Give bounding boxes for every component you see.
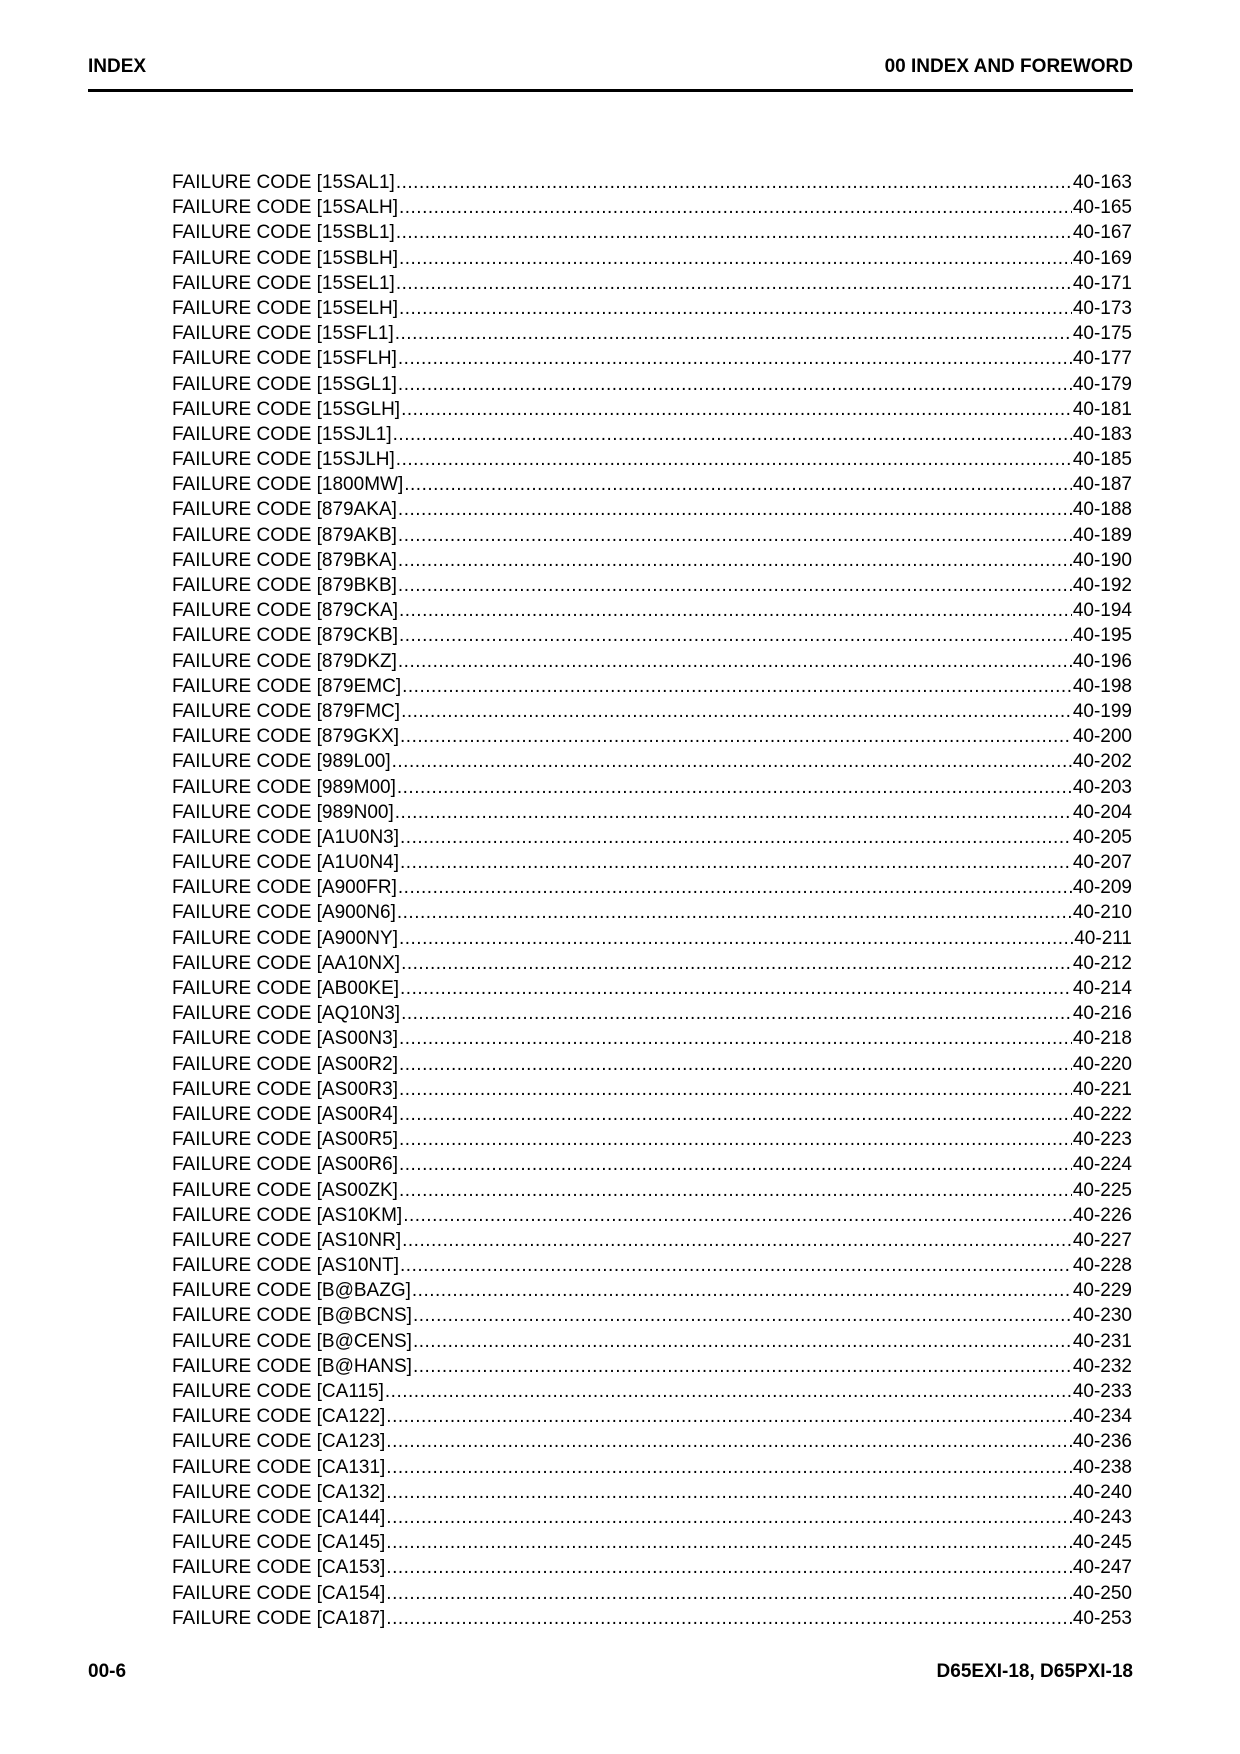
page-footer xyxy=(88,1661,1133,1687)
dot-leader xyxy=(386,1404,1072,1429)
dot-leader xyxy=(399,1152,1072,1177)
index-entry xyxy=(172,850,1132,875)
index-entry xyxy=(172,1026,1132,1051)
dot-leader xyxy=(395,800,1072,825)
index-entry-page: 40-229 xyxy=(1072,1280,1132,1302)
index-entry xyxy=(172,1253,1132,1278)
index-entry-label: FAILURE CODE [AS00ZK] xyxy=(172,1179,398,1201)
index-entry-label: FAILURE CODE [989L00] xyxy=(172,751,391,773)
index-entry-page: 40-250 xyxy=(1072,1582,1132,1604)
index-entry-page: 40-203 xyxy=(1072,776,1132,798)
index-entry xyxy=(172,875,1132,900)
index-entry-page: 40-192 xyxy=(1072,575,1132,596)
index-entry xyxy=(172,1178,1132,1203)
index-entry-page: 40-230 xyxy=(1072,1305,1132,1327)
index-entry xyxy=(172,220,1132,245)
dot-leader xyxy=(413,1354,1072,1379)
index-entry-page: 40-232 xyxy=(1072,1355,1132,1377)
index-entry xyxy=(172,699,1132,724)
dot-leader xyxy=(395,321,1072,346)
index-entry xyxy=(172,1102,1132,1127)
dot-leader xyxy=(385,1379,1072,1404)
index-entry-label: FAILURE CODE [AS00R5] xyxy=(172,1129,398,1151)
page-header xyxy=(88,56,1133,84)
header-chapter-title: 00 INDEX AND FOREWORD xyxy=(884,56,1133,77)
index-entry-page: 40-169 xyxy=(1072,247,1132,269)
dot-leader xyxy=(398,346,1072,371)
index-entry xyxy=(172,296,1132,321)
dot-leader xyxy=(401,951,1072,976)
header-section-title: INDEX xyxy=(88,56,147,77)
index-entry-page: 40-212 xyxy=(1072,952,1132,974)
index-entry xyxy=(172,523,1132,548)
dot-leader xyxy=(402,1228,1072,1253)
index-entry-label: FAILURE CODE [AS00R3] xyxy=(172,1078,398,1100)
dot-leader xyxy=(398,548,1072,573)
index-entry-label: FAILURE CODE [AA10NX] xyxy=(172,952,401,974)
index-entry xyxy=(172,1379,1132,1404)
index-entry-page: 40-236 xyxy=(1072,1431,1132,1453)
dot-leader xyxy=(399,926,1073,951)
index-entry-page: 40-194 xyxy=(1072,600,1132,622)
index-entry-label: FAILURE CODE [CA153] xyxy=(172,1557,386,1579)
dot-leader xyxy=(393,422,1072,447)
index-entry xyxy=(172,195,1132,220)
header-divider xyxy=(88,89,1133,92)
index-entry-label: FAILURE CODE [CA144] xyxy=(172,1506,386,1528)
index-entry-page: 40-243 xyxy=(1072,1506,1132,1528)
index-entry-page: 40-228 xyxy=(1072,1255,1132,1277)
index-entry-page: 40-226 xyxy=(1072,1204,1132,1226)
index-entry-label: FAILURE CODE [879DKZ] xyxy=(172,650,397,672)
dot-leader xyxy=(386,1555,1072,1580)
index-entry-page: 40-238 xyxy=(1072,1456,1132,1478)
index-entry xyxy=(172,246,1132,271)
dot-leader xyxy=(399,1026,1072,1051)
index-entry-page: 40-177 xyxy=(1072,348,1132,370)
index-entry xyxy=(172,1606,1132,1631)
dot-leader xyxy=(386,1530,1072,1555)
index-entry-label: FAILURE CODE [989M00] xyxy=(172,776,396,798)
index-entry-page: 40-190 xyxy=(1072,549,1132,571)
dot-leader xyxy=(398,523,1072,548)
dot-leader xyxy=(399,1077,1072,1102)
index-entry-label: FAILURE CODE [879FMC] xyxy=(172,700,401,722)
index-entry-page: 40-179 xyxy=(1072,373,1132,395)
index-entry-label: FAILURE CODE [B@BCNS] xyxy=(172,1305,412,1327)
index-entry xyxy=(172,623,1132,648)
index-entry-page: 40-224 xyxy=(1072,1154,1132,1176)
index-entry-page: 40-234 xyxy=(1072,1406,1132,1428)
index-entry xyxy=(172,598,1132,623)
index-entry-label: FAILURE CODE [879AKB] xyxy=(172,524,397,546)
index-entry xyxy=(172,1329,1132,1354)
index-entry xyxy=(172,1001,1132,1026)
dot-leader xyxy=(402,674,1072,699)
dot-leader xyxy=(398,649,1072,674)
dot-leader xyxy=(404,472,1072,497)
index-entry xyxy=(172,422,1132,447)
index-entry-label: FAILURE CODE [CA145] xyxy=(172,1532,386,1554)
index-entry-page: 40-247 xyxy=(1072,1557,1132,1579)
dot-leader xyxy=(398,875,1072,900)
index-entry xyxy=(172,749,1132,774)
index-entry-label: FAILURE CODE [AS00R6] xyxy=(172,1154,398,1176)
index-entry-label: FAILURE CODE [A900N6] xyxy=(172,902,396,924)
index-entry-label: FAILURE CODE [AB00KE] xyxy=(172,978,400,999)
index-entry-label: FAILURE CODE [15SAL1] xyxy=(172,172,395,193)
index-entry xyxy=(172,1530,1132,1555)
dot-leader xyxy=(399,598,1072,623)
dot-leader xyxy=(401,1001,1072,1026)
index-entry xyxy=(172,775,1132,800)
index-entry-label: FAILURE CODE [879AKA] xyxy=(172,499,397,521)
index-entry xyxy=(172,1077,1132,1102)
index-entry xyxy=(172,573,1132,598)
dot-leader xyxy=(399,296,1072,321)
index-entry-page: 40-210 xyxy=(1072,902,1132,924)
index-entry-label: FAILURE CODE [A1U0N4] xyxy=(172,852,400,874)
index-entry xyxy=(172,1505,1132,1530)
index-entry-page: 40-163 xyxy=(1072,172,1132,193)
index-entry-page: 40-202 xyxy=(1072,751,1132,773)
index-entry-label: FAILURE CODE [AQ10N3] xyxy=(172,1003,401,1025)
index-entry-label: FAILURE CODE [AS00R2] xyxy=(172,1053,398,1075)
dot-leader xyxy=(400,724,1072,749)
index-entry xyxy=(172,926,1132,951)
dot-leader xyxy=(396,170,1072,195)
index-entry-page: 40-240 xyxy=(1072,1481,1132,1503)
index-entry-page: 40-245 xyxy=(1072,1532,1132,1554)
index-entry-label: FAILURE CODE [15SBL1] xyxy=(172,222,395,244)
index-entry-page: 40-187 xyxy=(1072,474,1132,496)
dot-leader xyxy=(386,1480,1072,1505)
index-entry-page: 40-221 xyxy=(1072,1078,1132,1100)
index-entry xyxy=(172,1203,1132,1228)
index-entry-page: 40-171 xyxy=(1072,272,1132,294)
index-entry-page: 40-200 xyxy=(1072,726,1132,748)
dot-leader xyxy=(400,825,1072,850)
index-entry-page: 40-218 xyxy=(1072,1028,1132,1050)
index-entry-label: FAILURE CODE [A1U0N3] xyxy=(172,826,400,848)
index-entry-page: 40-189 xyxy=(1072,524,1132,546)
index-entry-label: FAILURE CODE [A900FR] xyxy=(172,877,397,899)
dot-leader xyxy=(413,1329,1072,1354)
index-entry-label: FAILURE CODE [AS00R4] xyxy=(172,1103,398,1125)
index-entry xyxy=(172,976,1132,1001)
index-entry-page: 40-165 xyxy=(1072,197,1132,219)
index-entry-label: FAILURE CODE [879BKA] xyxy=(172,549,397,571)
index-entry-label: FAILURE CODE [15SFL1] xyxy=(172,323,394,345)
index-entry-label: FAILURE CODE [CA115] xyxy=(172,1381,384,1402)
index-entry-page: 40-167 xyxy=(1072,222,1132,244)
index-entry-page: 40-227 xyxy=(1072,1229,1132,1251)
index-entry-label: FAILURE CODE [15SELH] xyxy=(172,297,398,319)
index-entry-label: FAILURE CODE [15SJL1] xyxy=(172,423,392,445)
index-entry-label: FAILURE CODE [CA132] xyxy=(172,1481,386,1503)
index-entry-label: FAILURE CODE [AS10KM] xyxy=(172,1204,403,1226)
index-entry xyxy=(172,951,1132,976)
index-entry xyxy=(172,674,1132,699)
index-entry-page: 40-233 xyxy=(1072,1381,1132,1402)
index-entry-label: FAILURE CODE [AS10NT] xyxy=(172,1255,400,1277)
index-entry-label: FAILURE CODE [879BKB] xyxy=(172,575,397,596)
index-entry-label: FAILURE CODE [15SJLH] xyxy=(172,449,395,471)
dot-leader xyxy=(386,1606,1072,1631)
index-entry-page: 40-222 xyxy=(1072,1103,1132,1125)
index-entry-label: FAILURE CODE [B@CENS] xyxy=(172,1330,412,1352)
index-entry-page: 40-253 xyxy=(1072,1607,1132,1629)
index-entry-label: FAILURE CODE [15SEL1] xyxy=(172,272,395,294)
dot-leader xyxy=(396,220,1072,245)
index-entry-page: 40-223 xyxy=(1072,1129,1132,1151)
index-entry-label: FAILURE CODE [879GKX] xyxy=(172,726,400,748)
index-entry xyxy=(172,1228,1132,1253)
index-entry xyxy=(172,825,1132,850)
index-entry xyxy=(172,1480,1132,1505)
index-entry xyxy=(172,497,1132,522)
index-entry-page: 40-207 xyxy=(1072,852,1132,874)
index-entry-label: FAILURE CODE [AS00N3] xyxy=(172,1028,398,1050)
index-list xyxy=(172,170,1132,1631)
index-entry-label: FAILURE CODE [989N00] xyxy=(172,801,394,823)
index-entry-label: FAILURE CODE [15SFLH] xyxy=(172,348,397,370)
index-entry xyxy=(172,472,1132,497)
index-entry-label: FAILURE CODE [15SALH] xyxy=(172,197,398,219)
index-entry-label: FAILURE CODE [CA131] xyxy=(172,1456,386,1478)
index-entry-page: 40-185 xyxy=(1072,449,1132,471)
index-entry-label: FAILURE CODE [879CKA] xyxy=(172,600,398,622)
index-entry-page: 40-183 xyxy=(1072,423,1132,445)
dot-leader xyxy=(399,195,1072,220)
index-entry-label: FAILURE CODE [AS10NR] xyxy=(172,1229,402,1251)
index-entry xyxy=(172,170,1132,195)
index-entry-label: FAILURE CODE [B@HANS] xyxy=(172,1355,412,1377)
dot-leader xyxy=(399,1178,1072,1203)
index-entry xyxy=(172,1152,1132,1177)
index-entry-page: 40-225 xyxy=(1072,1179,1132,1201)
index-entry-label: FAILURE CODE [879EMC] xyxy=(172,675,402,697)
index-entry xyxy=(172,1303,1132,1328)
index-entry-page: 40-220 xyxy=(1072,1053,1132,1075)
index-entry-label: FAILURE CODE [879CKB] xyxy=(172,625,398,647)
index-entry-page: 40-199 xyxy=(1072,700,1132,722)
index-entry xyxy=(172,1354,1132,1379)
index-entry xyxy=(172,1404,1132,1429)
dot-leader xyxy=(398,372,1072,397)
index-entry-page: 40-195 xyxy=(1072,625,1132,647)
index-entry-page: 40-204 xyxy=(1072,801,1132,823)
index-entry xyxy=(172,800,1132,825)
index-entry xyxy=(172,346,1132,371)
dot-leader xyxy=(399,1052,1072,1077)
index-entry-label: FAILURE CODE [CA122] xyxy=(172,1406,386,1428)
index-entry xyxy=(172,548,1132,573)
dot-leader xyxy=(412,1278,1072,1303)
index-entry-page: 40-173 xyxy=(1072,297,1132,319)
index-entry-label: FAILURE CODE [15SBLH] xyxy=(172,247,398,269)
index-entry xyxy=(172,1555,1132,1580)
index-entry xyxy=(172,1429,1132,1454)
dot-leader xyxy=(401,397,1072,422)
index-entry-page: 40-214 xyxy=(1072,978,1132,999)
dot-leader xyxy=(386,1581,1072,1606)
dot-leader xyxy=(403,1203,1072,1228)
index-entry xyxy=(172,1052,1132,1077)
index-entry-label: FAILURE CODE [15SGL1] xyxy=(172,373,397,395)
index-entry xyxy=(172,271,1132,296)
index-entry xyxy=(172,900,1132,925)
dot-leader xyxy=(399,1127,1072,1152)
index-entry xyxy=(172,1581,1132,1606)
index-entry-label: FAILURE CODE [CA154] xyxy=(172,1582,386,1604)
index-entry-page: 40-196 xyxy=(1072,650,1132,672)
dot-leader xyxy=(386,1455,1072,1480)
dot-leader xyxy=(400,1253,1072,1278)
dot-leader xyxy=(396,271,1072,296)
dot-leader xyxy=(386,1505,1072,1530)
index-entry-page: 40-216 xyxy=(1072,1003,1132,1025)
index-entry-page: 40-211 xyxy=(1074,927,1132,949)
dot-leader xyxy=(399,246,1072,271)
dot-leader xyxy=(399,623,1072,648)
dot-leader xyxy=(400,850,1072,875)
index-entry xyxy=(172,321,1132,346)
index-entry xyxy=(172,372,1132,397)
model-designation: D65EXI-18, D65PXI-18 xyxy=(936,1661,1133,1682)
index-entry xyxy=(172,447,1132,472)
index-entry-page: 40-198 xyxy=(1072,675,1132,697)
dot-leader xyxy=(386,1429,1072,1454)
index-entry xyxy=(172,1278,1132,1303)
dot-leader xyxy=(401,699,1072,724)
index-entry-label: FAILURE CODE [B@BAZG] xyxy=(172,1280,411,1302)
index-entry xyxy=(172,1455,1132,1480)
dot-leader xyxy=(392,749,1072,774)
dot-leader xyxy=(396,447,1072,472)
index-entry-page: 40-188 xyxy=(1072,499,1132,521)
index-entry-label: FAILURE CODE [CA187] xyxy=(172,1607,386,1629)
index-entry-page: 40-181 xyxy=(1072,398,1132,420)
index-entry xyxy=(172,1127,1132,1152)
dot-leader xyxy=(400,976,1072,1001)
index-entry xyxy=(172,397,1132,422)
index-entry-page: 40-175 xyxy=(1072,323,1132,345)
index-entry xyxy=(172,724,1132,749)
index-entry-page: 40-205 xyxy=(1072,826,1132,848)
index-entry xyxy=(172,649,1132,674)
dot-leader xyxy=(397,775,1072,800)
dot-leader xyxy=(398,497,1072,522)
index-entry-label: FAILURE CODE [15SGLH] xyxy=(172,398,401,420)
index-entry-label: FAILURE CODE [CA123] xyxy=(172,1431,386,1453)
dot-leader xyxy=(413,1303,1072,1328)
dot-leader xyxy=(399,1102,1072,1127)
index-entry-label: FAILURE CODE [1800MW] xyxy=(172,474,404,496)
index-entry-page: 40-209 xyxy=(1072,877,1132,899)
index-entry-label: FAILURE CODE [A900NY] xyxy=(172,927,398,949)
dot-leader xyxy=(397,900,1072,925)
page-number: 00-6 xyxy=(88,1661,127,1682)
dot-leader xyxy=(398,573,1072,598)
index-entry-page: 40-231 xyxy=(1072,1330,1132,1352)
